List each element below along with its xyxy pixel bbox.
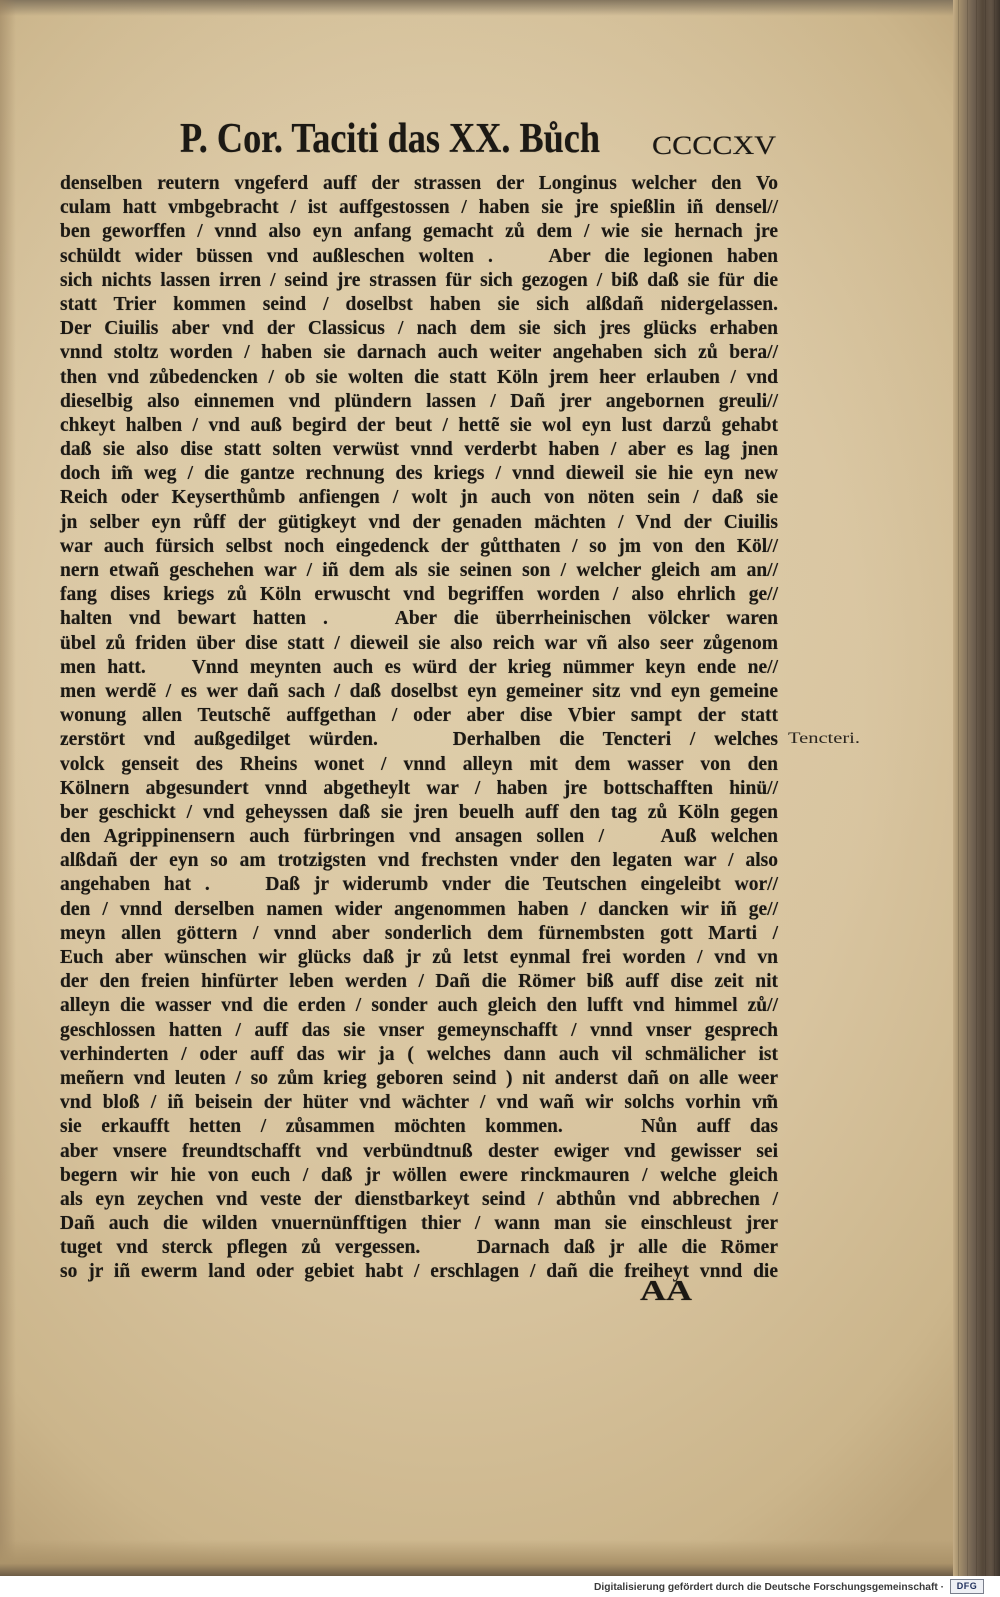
text-line xyxy=(60,873,778,897)
book-spine-edge xyxy=(953,0,1000,1576)
text-line xyxy=(60,777,778,801)
text-line-content: fang dises kriegs zů Köln erwuscht vnd begriffen worden / also ehrlich ge// xyxy=(60,584,778,606)
dfg-logo: DFG xyxy=(950,1579,984,1594)
text-line-content: als eyn zeychen vnd veste der dienstbarkeyt seind / abthůn vnd abbrechen / xyxy=(60,1188,778,1210)
text-line xyxy=(60,559,778,583)
text-line xyxy=(60,1091,778,1115)
text-line xyxy=(60,801,778,825)
text-line-content: geschlossen hatten / auff das sie vnser gemeynschafft / vnnd vnser gesprech xyxy=(60,1019,778,1041)
margin-note xyxy=(788,728,860,750)
text-line xyxy=(60,970,778,994)
text-line xyxy=(60,825,778,849)
text-line-content: war auch fürsich selbst noch eingedenck der gůtthaten / so jm von den Köl// xyxy=(60,535,778,557)
folio-number xyxy=(652,130,776,162)
running-title-text: P. Cor. Taciti das XX. Bůch xyxy=(180,116,600,162)
text-line-content: alßdañ der eyn so am trotzigsten vnd frechsten vnder den legaten war / also xyxy=(60,850,778,872)
text-line xyxy=(60,366,778,390)
text-line xyxy=(60,1236,778,1260)
text-line xyxy=(60,656,778,680)
text-line-content: doch im̃ weg / die gantze rechnung des kriegs / vnnd dieweil sie hie eyn new xyxy=(60,463,778,485)
text-line-content: tuget vnd sterck pflegen zů vergessen. Darnach daß jr alle die Römer xyxy=(60,1237,778,1259)
text-line xyxy=(60,317,778,341)
text-line-content: culam hatt vmbgebracht / ist auffgestossen / haben sie jre spießlin iñ densel// xyxy=(60,197,778,219)
text-line xyxy=(60,511,778,535)
text-line-content: verhinderten / oder auff das wir ja ( welches dann auch vil schmälicher ist xyxy=(60,1043,778,1065)
digitization-credit-text: Digitalisierung gefördert durch die Deutsche Forschungsgemeinschaft · xyxy=(594,1581,944,1593)
text-line-content: schüldt wider büssen vnd außleschen wolten . Aber die legionen haben xyxy=(60,245,778,267)
text-line xyxy=(60,1115,778,1139)
text-line xyxy=(60,269,778,293)
text-line xyxy=(60,1043,778,1067)
text-line xyxy=(60,922,778,946)
text-line-content: Reich oder Keyserthůmb anfiengen / wolt jn auch von nöten sein / daß sie xyxy=(60,487,778,509)
text-line xyxy=(60,753,778,777)
text-line-content: zerstört vnd außgedilget würden. Derhalben die Tencteri / welches xyxy=(60,729,778,751)
running-title xyxy=(180,112,600,166)
text-line xyxy=(60,535,778,559)
text-line-content: Euch aber wünschen wir glücks daß jr zů letst eynmal frei worden / vnd vn xyxy=(60,947,778,968)
text-line xyxy=(60,946,778,970)
text-line-content: nern etwañ geschehen war / iñ dem als sie seinen son / welcher gleich am an// xyxy=(60,560,778,581)
text-line xyxy=(60,680,778,704)
text-line xyxy=(60,898,778,922)
text-line-content: meñern vnd leuten / so zům krieg geboren seind ) nit anderst dañ on alle weer xyxy=(60,1067,778,1089)
text-line xyxy=(60,486,778,510)
body-text xyxy=(60,172,778,1285)
text-line-content: then vnd zůbedencken / ob sie wolten die statt Köln jrem heer erlauben / vnd xyxy=(60,366,778,388)
signature-mark xyxy=(640,1276,692,1308)
folio-number-text: CCCCXV xyxy=(652,131,776,160)
page-top-edge xyxy=(0,0,1000,16)
text-line xyxy=(60,728,778,752)
text-line xyxy=(60,1019,778,1043)
text-line-content: so jr iñ ewerm land oder gebiet habt / erschlagen / dañ die freiheyt vnnd die xyxy=(60,1261,778,1283)
text-line xyxy=(60,1067,778,1091)
text-line xyxy=(60,849,778,873)
text-line xyxy=(60,1164,778,1188)
signature-mark-text: AA xyxy=(640,1276,692,1307)
text-line-content: dieselbig also einnemen vnd plündern lassen / Dañ jrer angebornen greuli// xyxy=(60,390,778,412)
text-line-content: vnnd stoltz worden / haben sie darnach auch weiter angehaben sich zů bera// xyxy=(60,342,778,364)
text-line-content: men werdẽ / es wer dañ sach / daß doselbst eyn gemeiner sitz vnd eyn gemeine xyxy=(60,680,778,702)
text-line-content: Kölnern abgesundert vnnd abgetheylt war / haben jre bottschafften hinü// xyxy=(60,777,778,799)
text-line-content: sich nichts lassen irren / seind jre strassen für sich gezogen / biß daß sie für die xyxy=(60,269,778,291)
text-line-content: aber vnsere freundtschafft vnd verbündtnuß dester ewiger vnd gewisser sei xyxy=(60,1140,778,1162)
text-line-content: übel zů friden über dise statt / dieweil sie also reich war vñ also seer zůgenom xyxy=(60,632,778,654)
text-line xyxy=(60,632,778,656)
text-line-content: volck genseit des Rheins wonet / vnnd alleyn mit dem wasser von den xyxy=(60,753,778,775)
text-line-content: denselben reutern vngeferd auff der strassen der Longinus welcher den Vo xyxy=(60,173,778,194)
text-line xyxy=(60,607,778,631)
page-bottom-edge xyxy=(0,1540,1000,1576)
text-line-content: ber geschickt / vnd geheyssen daß sie jren beuelh auff den tag zů Köln gegen xyxy=(60,801,778,823)
text-line-content: men hatt. Vnnd meynten auch es würd der krieg nümmer keyn ende ne// xyxy=(60,656,778,678)
text-line-content: den / vnnd derselben namen wider angenommen haben / dancken wir iñ ge// xyxy=(60,898,778,920)
text-line xyxy=(60,341,778,365)
text-line xyxy=(60,172,778,196)
text-line-content: den Agrippinensern auch fürbringen vnd ansagen sollen / Auß welchen xyxy=(60,826,778,848)
text-line-content: vnd bloß / iñ beisein der hüter vnd wächter / vnd wañ wir solchs vorhin vm̃ xyxy=(60,1092,778,1114)
text-line xyxy=(60,220,778,244)
text-line xyxy=(60,414,778,438)
text-line-content: alleyn die wasser vnd die erden / sonder auch gleich den lufft vnd himmel zů// xyxy=(60,995,778,1017)
text-line xyxy=(60,293,778,317)
text-line xyxy=(60,704,778,728)
text-line xyxy=(60,1188,778,1212)
text-line-content: angehaben hat . Daß jr widerumb vnder die Teutschen eingeleibt wor// xyxy=(60,874,778,896)
text-line xyxy=(60,438,778,462)
text-line xyxy=(60,1212,778,1236)
text-line-content: sie erkaufft hetten / zůsammen möchten kommen. Nůn auff das xyxy=(60,1116,778,1138)
text-line xyxy=(60,245,778,269)
text-line-content: begern wir hie von euch / daß jr wöllen ewere rinckmauren / welche gleich xyxy=(60,1164,778,1186)
text-line-content: Der Ciuilis aber vnd der Classicus / nach dem sie sich jres glücks erhaben xyxy=(60,318,778,340)
text-line xyxy=(60,390,778,414)
text-line-content: chkeyt halben / vnd auß begird der beut / hettẽ sie wol eyn lust darzů gehabt xyxy=(60,414,778,436)
text-line-content: der den freien hinfürter leben werden / Dañ die Römer biß auff dise zeit nit xyxy=(60,971,778,993)
digitization-credit xyxy=(594,1580,944,1594)
text-line-content: statt Trier kommen seind / doselbst haben sie sich alßdañ nidergelassen. xyxy=(60,293,778,315)
text-line xyxy=(60,196,778,220)
text-line xyxy=(60,994,778,1018)
digitization-footer xyxy=(0,1576,1000,1597)
text-line-content: halten vnd bewart hatten . Aber die überrheinischen völcker waren xyxy=(60,608,778,630)
text-line-content: wonung allen Teutschẽ auffgethan / oder aber dise Vbier sampt der statt xyxy=(60,705,778,727)
text-line xyxy=(60,1140,778,1164)
text-line-content: meyn allen göttern / vnnd aber sonderlich dem fürnembsten gott Marti / xyxy=(60,922,778,944)
text-line-content: ben geworffen / vnnd also eyn anfang gemacht zů dem / wie sie hernach jre xyxy=(60,221,778,243)
text-line-content: daß sie also dise statt solten verwüst vnnd verderbt haben / aber es lag jnen xyxy=(60,439,778,461)
text-line-content: Dañ auch die wilden vnuernünfftigen thier / wann man sie einschleust jrer xyxy=(60,1213,778,1235)
text-line xyxy=(60,462,778,486)
text-line-content: jn selber eyn růff der gütigkeyt vnd der genaden mächten / Vnd der Ciuilis xyxy=(60,511,778,533)
text-line xyxy=(60,583,778,607)
page-left-edge xyxy=(0,0,16,1576)
margin-note-text: Tencteri. xyxy=(788,730,860,747)
